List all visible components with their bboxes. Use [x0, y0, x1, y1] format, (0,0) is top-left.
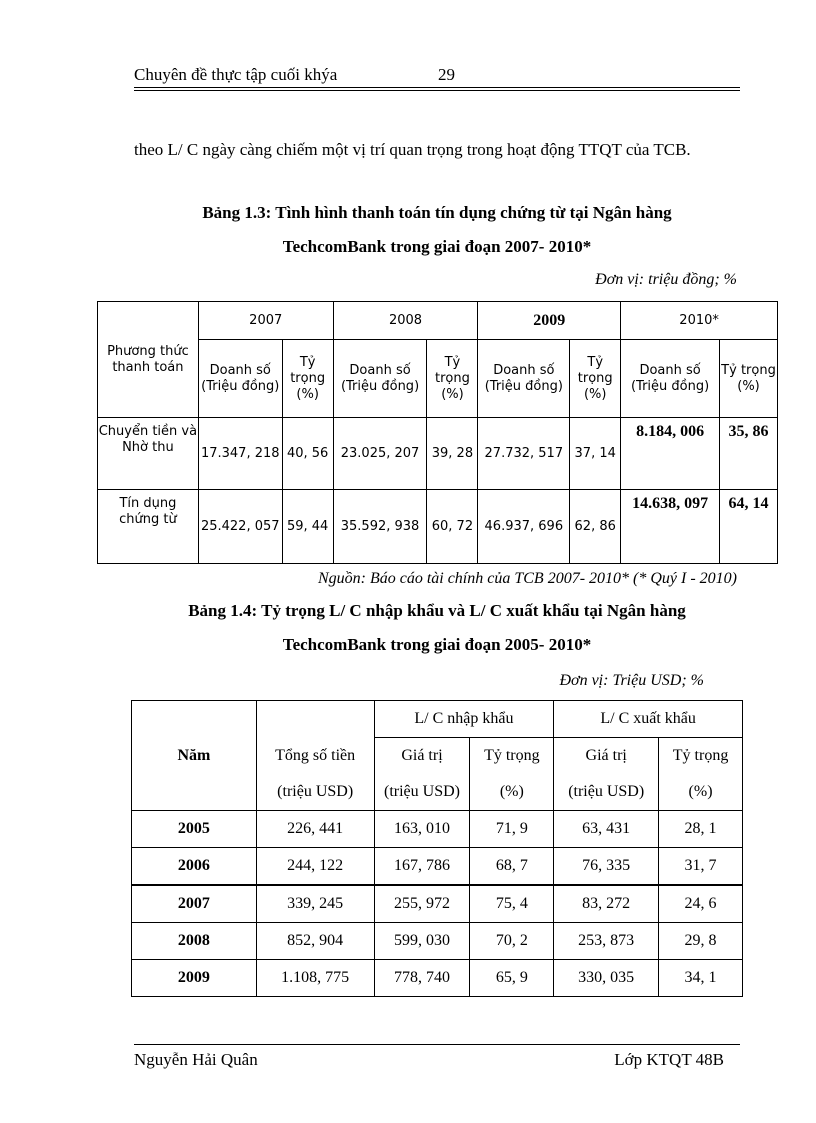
header-rule	[134, 87, 740, 88]
table13-cell: 37, 14	[570, 418, 621, 490]
table13-cell: 35, 86	[720, 418, 778, 490]
table13-unit: Đơn vị: triệu đồng; %	[595, 271, 737, 288]
table14-cell: 71, 9	[470, 811, 554, 848]
table14-col-total-l1: Tổng số tiền	[275, 747, 356, 764]
table14-year: 2005	[132, 811, 257, 848]
page-number: 29	[438, 65, 455, 84]
table13-source: Nguồn: Báo cáo tài chính của TCB 2007- 2010* (* Quý I - 2010)	[317, 570, 737, 587]
table14-sub-share: Tỷ trọng	[659, 738, 743, 775]
table14-caption-line1: Bảng 1.4: Tỷ trọng L/ C nhập khẩu và L/ C xuất khẩu tại Ngân hàng	[188, 601, 686, 620]
table13-year-header: 2007	[198, 302, 333, 340]
table13-caption-line2: TechcomBank trong giai đoạn 2007- 2010*	[282, 237, 592, 256]
table13-sub-revenue: Doanh số (Triệu đồng)	[198, 340, 282, 418]
table13-sub-share: Tỷ trọng (%)	[720, 340, 778, 418]
table14-sub-value-unit: (triệu USD)	[554, 774, 659, 811]
table13-row-label: Tín dụng chứng từ	[98, 490, 199, 564]
table14-cell: 163, 010	[374, 811, 470, 848]
page-header	[134, 62, 740, 90]
table13-cell: 59, 44	[282, 490, 333, 564]
table14-unit: Đơn vị: Triệu USD; %	[559, 672, 704, 689]
table14-cell: 31, 7	[659, 848, 743, 886]
table13-caption-line1: Bảng 1.3: Tình hình thanh toán tín dụng chứng từ tại Ngân hàng	[202, 203, 672, 222]
table13-cell: 8.184, 006	[621, 418, 720, 490]
table14-cell: 63, 431	[554, 811, 659, 848]
footer-rule	[134, 1044, 740, 1045]
table13-cell: 64, 14	[720, 490, 778, 564]
table-row	[132, 885, 743, 923]
table14-sub-share-unit: (%)	[470, 774, 554, 811]
table14-group-import: L/ C nhập khẩu	[374, 701, 554, 738]
table14-cell: 29, 8	[659, 923, 743, 960]
table13-year-header: 2010*	[621, 302, 778, 340]
table13-sub-revenue: Doanh số (Triệu đồng)	[621, 340, 720, 418]
table14-year: 2006	[132, 848, 257, 886]
table14-cell: 339, 245	[256, 885, 374, 923]
table14-cell: 70, 2	[470, 923, 554, 960]
table14-sub-value-unit: (triệu USD)	[374, 774, 470, 811]
table13-sub-revenue: Doanh số (Triệu đồng)	[333, 340, 427, 418]
table13-cell: 23.025, 207	[333, 418, 427, 490]
table14-cell: 244, 122	[256, 848, 374, 886]
table14-cell: 28, 1	[659, 811, 743, 848]
table14-cell: 778, 740	[374, 960, 470, 997]
table-row	[132, 848, 743, 886]
table14-cell: 599, 030	[374, 923, 470, 960]
table14-year: 2007	[132, 885, 257, 923]
table13-cell: 62, 86	[570, 490, 621, 564]
table13-sub-share: Tỷ trọng (%)	[282, 340, 333, 418]
table14-col-total-l2: (triệu USD)	[277, 783, 354, 800]
table13-cell: 39, 28	[427, 418, 478, 490]
table14-cell: 167, 786	[374, 848, 470, 886]
table-1-4	[131, 700, 743, 997]
table13-cell: 60, 72	[427, 490, 478, 564]
footer-author: Nguyễn Hải Quân	[134, 1050, 258, 1069]
table14-group-export: L/ C xuất khẩu	[554, 701, 743, 738]
table13-sub-revenue: Doanh số (Triệu đồng)	[478, 340, 570, 418]
table13-cell: 46.937, 696	[478, 490, 570, 564]
table13-cell: 17.347, 218	[198, 418, 282, 490]
table13-sub-share: Tỷ trọng (%)	[570, 340, 621, 418]
table14-cell: 34, 1	[659, 960, 743, 997]
table13-col-method-header: Phương thức thanh toán	[98, 302, 199, 418]
table13-cell: 14.638, 097	[621, 490, 720, 564]
table14-cell: 330, 035	[554, 960, 659, 997]
table14-cell: 83, 272	[554, 885, 659, 923]
table-row	[98, 418, 778, 490]
header-title: Chuyên đề thực tập cuối khýa	[134, 65, 338, 84]
table14-year: 2009	[132, 960, 257, 997]
table-row	[132, 960, 743, 997]
table13-year-header: 2008	[333, 302, 478, 340]
footer-class: Lớp KTQT 48B	[614, 1050, 724, 1069]
table14-sub-value: Giá trị	[554, 738, 659, 775]
table-row	[132, 923, 743, 960]
table14-cell: 1.108, 775	[256, 960, 374, 997]
table14-year: 2008	[132, 923, 257, 960]
table14-cell: 226, 441	[256, 811, 374, 848]
table14-col-total	[256, 701, 374, 811]
table-1-3	[97, 301, 778, 564]
table14-cell: 76, 335	[554, 848, 659, 886]
table14-cell: 253, 873	[554, 923, 659, 960]
table-row	[98, 490, 778, 564]
table14-col-year: Năm	[132, 701, 257, 811]
table14-cell: 68, 7	[470, 848, 554, 886]
table-row	[132, 811, 743, 848]
table13-cell: 25.422, 057	[198, 490, 282, 564]
table14-cell: 255, 972	[374, 885, 470, 923]
table13-cell: 40, 56	[282, 418, 333, 490]
header-rule-double	[134, 90, 740, 91]
table14-cell: 75, 4	[470, 885, 554, 923]
body-paragraph: theo L/ C ngày càng chiếm một vị trí quan trọng trong hoạt động TTQT của TCB.	[134, 140, 691, 159]
table14-cell: 852, 904	[256, 923, 374, 960]
table14-caption-line2: TechcomBank trong giai đoạn 2005- 2010*	[282, 635, 592, 654]
table13-cell: 35.592, 938	[333, 490, 427, 564]
table14-sub-share: Tỷ trọng	[470, 738, 554, 775]
table14-sub-share-unit: (%)	[659, 774, 743, 811]
table14-cell: 65, 9	[470, 960, 554, 997]
table14-cell: 24, 6	[659, 885, 743, 923]
table13-cell: 27.732, 517	[478, 418, 570, 490]
table14-sub-value: Giá trị	[374, 738, 470, 775]
table13-year-header: 2009	[478, 302, 621, 340]
table13-row-label: Chuyển tiền và Nhờ thu	[98, 418, 199, 490]
table13-sub-share: Tỷ trọng (%)	[427, 340, 478, 418]
